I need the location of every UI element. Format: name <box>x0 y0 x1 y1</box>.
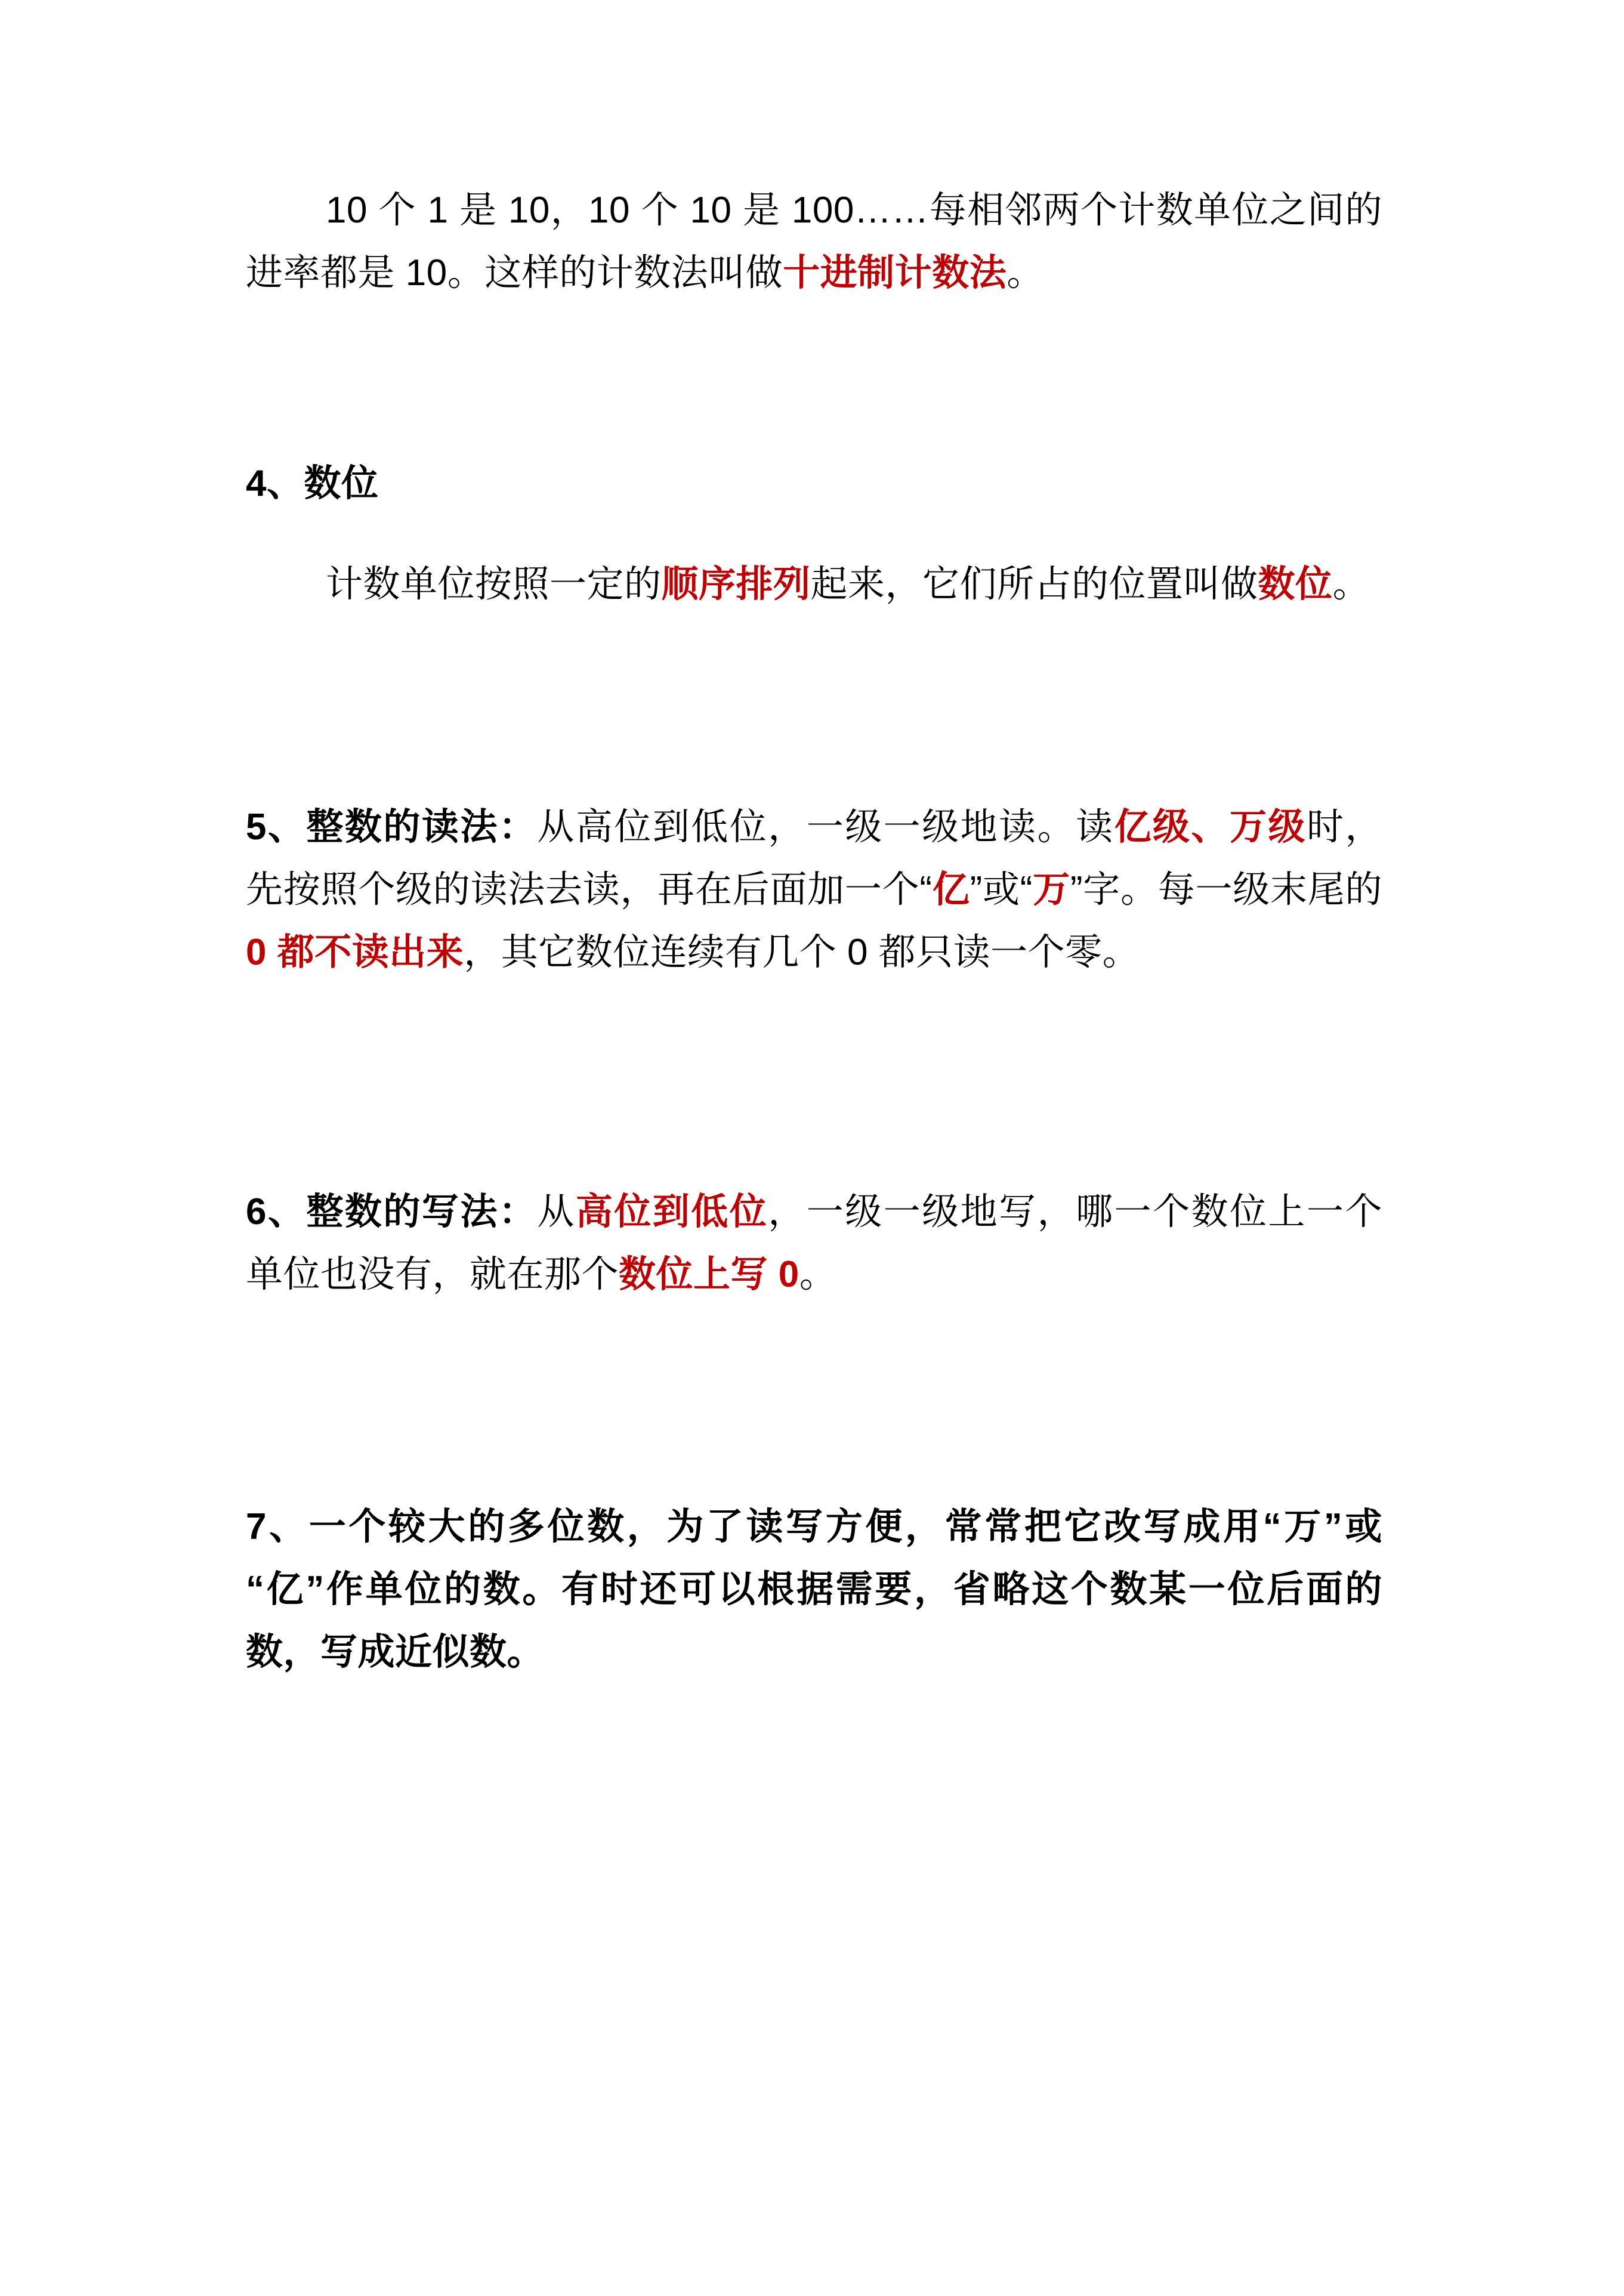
section-4-run-3: 起来，它们所占的位置叫做 <box>810 564 1258 605</box>
section-6-run-5: 。 <box>799 1254 837 1295</box>
section-6-run-1: 从 <box>537 1191 576 1232</box>
section-6-paragraph <box>246 1181 1382 1306</box>
section-6-run-3: ，一级一级地写，哪一个数位上一个单位也没有，就在那个 <box>246 1191 1382 1295</box>
section-5-emphasis-wan: 万 <box>1032 869 1070 910</box>
spacer-after-section-5 <box>246 984 1382 1181</box>
section-5-run-1: 从高位到低位，一级一级地读。读 <box>537 806 1114 848</box>
spacer-after-intro <box>246 304 1382 452</box>
section-5-label: 5、整数的读法： <box>246 806 538 848</box>
section-6-label: 6、整数的写法： <box>246 1191 538 1232</box>
section-4-paragraph <box>246 553 1382 616</box>
section-4-run-1: 计数单位按照一定的 <box>326 564 662 605</box>
intro-text-run-3: 。 <box>1006 252 1044 293</box>
section-5-emphasis-zero-not-read: 0 都不读出来 <box>246 932 464 973</box>
section-5-emphasis-yi-wan-level: 亿级、万级 <box>1114 806 1307 848</box>
section-4-emphasis-order-arrange: 顺序排列 <box>661 564 811 605</box>
section-4-run-5: 。 <box>1332 564 1370 605</box>
intro-emphasis-decimal-counting: 十进制计数法 <box>783 252 1007 293</box>
section-5-run-5: ”或“ <box>970 869 1033 910</box>
spacer-after-section-4 <box>246 616 1382 796</box>
section-4-heading: 4、数位 <box>246 463 379 504</box>
section-6-emphasis-write-zero: 数位上写 0 <box>619 1254 799 1295</box>
document-body <box>246 179 1382 1683</box>
section-5-run-3: 时，先按照个级的读法去读，再在后面加一个“ <box>246 806 1382 910</box>
spacer-after-section-6 <box>246 1306 1382 1495</box>
spacer-after-heading-4 <box>246 515 1382 553</box>
section-7-paragraph: 7、一个较大的多位数，为了读写方便，常常把它改写成用“万”或“亿”作单位的数。有时还可以根据需要，省略这个数某一位后面的数，写成近似数。 <box>246 1506 1382 1673</box>
section-4-emphasis-digit-place: 数位 <box>1258 564 1333 605</box>
intro-paragraph <box>246 179 1382 304</box>
section-5-paragraph <box>246 796 1382 984</box>
section-6-emphasis-high-to-low: 高位到低位 <box>575 1191 768 1232</box>
section-5-run-7: ”字。每一级末尾的 <box>1070 869 1382 910</box>
section-5-emphasis-yi: 亿 <box>932 869 970 910</box>
section-5-run-9: ，其它数位连续有几个 0 都只读一个零。 <box>464 932 1140 973</box>
intro-text-run-1: 10 个 1 是 10，10 个 10 是 100……每相邻两个计数单位之间的进率都是 10。这样的计数法叫做 <box>246 190 1382 293</box>
